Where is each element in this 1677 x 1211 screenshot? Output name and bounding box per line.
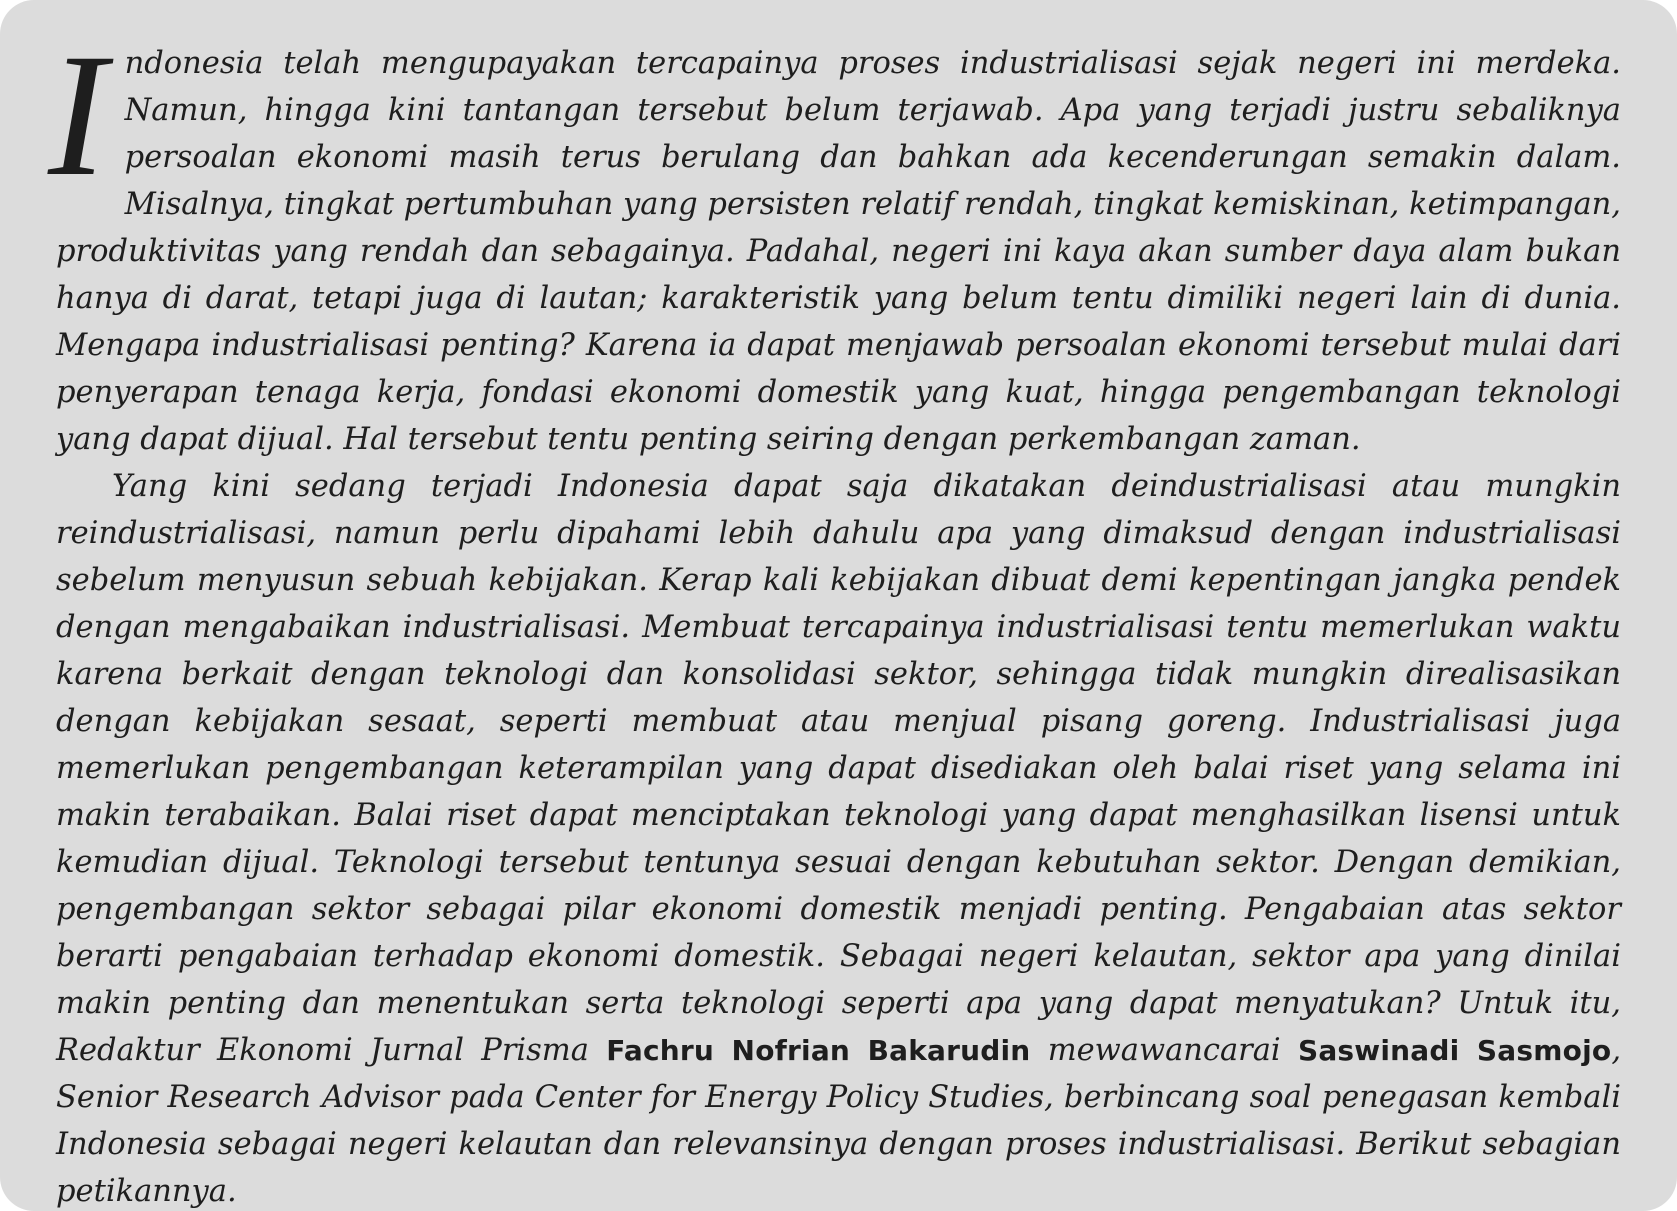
interviewee-name: Saswinadi Sasmojo	[1297, 1034, 1612, 1067]
paragraph-1-text: ndonesia telah mengupayakan tercapainya proses industrialisasi sejak negeri ini merdeka. Namun, hingga kini tantangan tersebut belum terjawab. Apa yang terjadi justru sebaliknya persoalan ekonomi masih terus berulang dan bahkan ada kecenderungan semakin dalam. Misalnya, tingkat pertumbuhan yang persisten relatif rendah, tingkat kemiskinan, ketimpangan, produktivitas yang rendah dan sebagainya. Padahal, negeri ini kaya akan sumber daya alam bukan hanya di darat, tetapi juga di lautan; karakteristik yang belum tentu dimiliki negeri lain di dunia. Mengapa industrialisasi penting? Karena ia dapat menjawab persoalan ekonomi tersebut mulai dari penyerapan tenaga kerja, fondasi ekonomi domestik yang kuat, hingga pengembangan teknologi yang dapat dijual. Hal tersebut tentu penting seiring dengan perkembangan zaman.	[56, 46, 1621, 457]
interviewer-name: Fachru Nofrian Bakarudin	[606, 1034, 1031, 1067]
intro-paragraph-2	[56, 463, 1621, 1211]
drop-cap: I	[48, 18, 107, 213]
paragraph-2-text-middle: mewawancarai	[1030, 1033, 1298, 1068]
paragraph-2-text-end: , Senior Research Advisor pada Center for Energy Policy Studies, berbincang soal penegasan kembali Indonesia sebagai negeri kelautan dan relevansinya dengan proses industrialisasi. Berikut sebagian petikannya.	[56, 1033, 1622, 1209]
intro-paragraph-1	[48, 18, 1621, 463]
paragraph-2-text-start: Yang kini sedang terjadi Indonesia dapat saja dikatakan deindustrialisasi atau mungkin reindustrialisasi, namun perlu dipahami lebih dahulu apa yang dimaksud dengan industrialisasi sebelum menyusun sebuah kebijakan. Kerap kali kebijakan dibuat demi kepentingan jangka pendek dengan mengabaikan industrialisasi. Membuat tercapainya industrialisasi tentu memerlukan waktu karena berkait dengan teknologi dan konsolidasi sektor, sehingga tidak mungkin direalisasikan dengan kebijakan sesaat, seperti membuat atau menjual pisang goreng. Industrialisasi juga memerlukan pengembangan keterampilan yang dapat disediakan oleh balai riset yang selama ini makin terabaikan. Balai riset dapat menciptakan teknologi yang dapat menghasilkan lisensi untuk kemudian dijual. Teknologi tersebut tentunya sesuai dengan kebutuhan sektor. Dengan demikian, pengembangan sektor sebagai pilar ekonomi domestik menjadi penting. Pengabaian atas sektor berarti pengabaian terhadap ekonomi domestik. Sebagai negeri kelautan, sektor apa yang dinilai makin penting dan menentukan serta teknologi seperti apa yang dapat menyatukan? Untuk itu, Redaktur Ekonomi Jurnal Prisma	[56, 469, 1621, 1068]
